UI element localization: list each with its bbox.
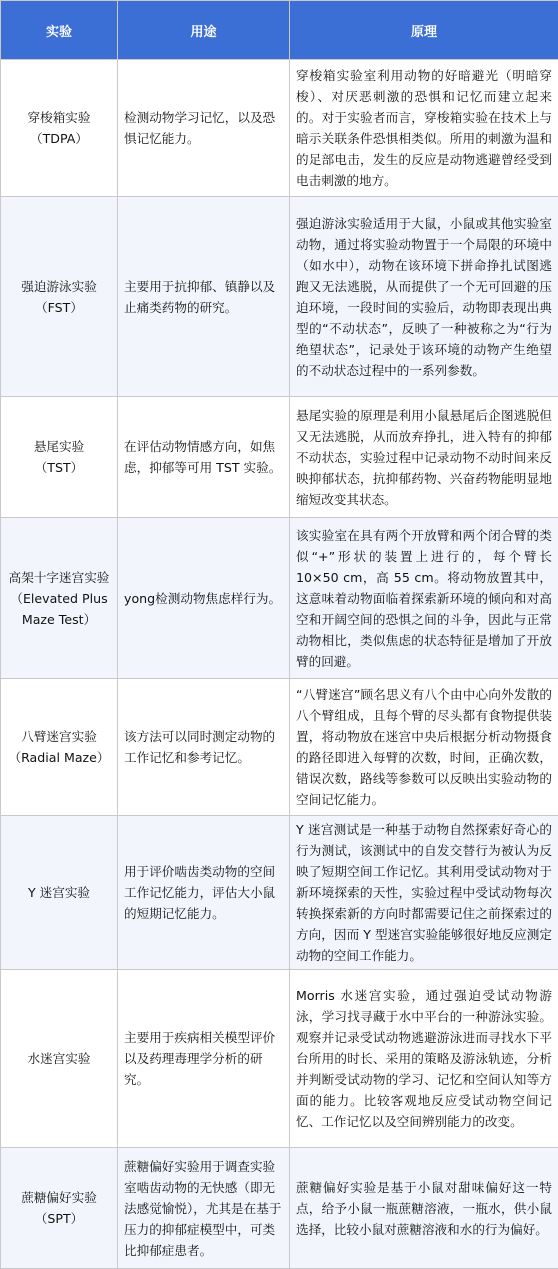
experiment-name-line1: 八臂迷宫实验	[7, 726, 111, 747]
experiment-name-line1: 穿梭箱实验	[7, 107, 111, 128]
experiment-principle: 该实验室在具有两个开放臂和两个闭合臂的类似“+”形状的装置上进行的，每个臂长 10×50 cm，高 55 cm。将动物放置其中，这意味着动物面临着探索新环境的倾向和对高空和开阔空间的恐惧之间的斗争，因此与正常动物相比，类似焦虑的状态特征是增加了开放臂的回避。	[290, 518, 558, 679]
experiment-principle: “八臂迷宫”顾名思义有八个由中心向外发散的八个臂组成，且每个臂的尽头都有食物提供装置，将动物放在迷宫中央后根据分析动物摄食的路径即进入每臂的次数，时间，正确次数，错误次数，路线等参数可以反映出实验动物的空间记忆能力。	[290, 679, 558, 816]
experiment-usage: 在评估动物情感方向，如焦虑，抑郁等可用 TST 实验。	[118, 397, 290, 518]
experiment-name	[1, 60, 118, 197]
table-row	[1, 1148, 558, 1269]
experiment-usage: 主要用于疾病相关模型评价以及药理毒理学分析的研究。	[118, 970, 290, 1148]
experiment-principle: 蔗糖偏好实验是基于小鼠对甜味偏好这一特点，给予小鼠一瓶蔗糖溶液，一瓶水，供小鼠选择，比较小鼠对蔗糖溶液和水的行为偏好。	[290, 1148, 558, 1269]
experiment-principle: 穿梭箱实验室利用动物的好暗避光（明暗穿梭）、对厌恶刺激的恐惧和记忆而建立起来的。对于实验者而言，穿梭箱实验在技术上与暗示关联条件恐惧相类似。所用的刺激为温和的足部电击，发生的反应是动物逃避曾经受到电击刺激的地方。	[290, 60, 558, 197]
experiment-name-line2: （TST）	[7, 457, 111, 478]
experiment-usage: 检测动物学习记忆，以及恐惧记忆能力。	[118, 60, 290, 197]
table-row	[1, 816, 558, 970]
table-row	[1, 679, 558, 816]
experiment-name	[1, 970, 118, 1148]
experiment-name-line1: 蔗糖偏好实验	[7, 1187, 111, 1208]
table-row	[1, 518, 558, 679]
experiment-name-line1: Y 迷宫实验	[7, 882, 111, 903]
experiment-name-line2: （SPT）	[7, 1208, 111, 1229]
experiment-name-line2: （Radial Maze）	[7, 747, 111, 768]
header-principle: 原理	[290, 1, 558, 60]
table-row	[1, 197, 558, 397]
experiment-usage: 蔗糖偏好实验用于调查实验室啮齿动物的无快感（即无法感觉愉悦），尤其是在基于压力的抑郁症模型中，可类比抑郁症患者。	[118, 1148, 290, 1269]
experiment-name	[1, 816, 118, 970]
experiment-principle: 强迫游泳实验适用于大鼠，小鼠或其他实验室动物，通过将实验动物置于一个局限的环境中（如水中），动物在该环境下拼命挣扎试图逃跑又无法逃脱，从而提供了一个无可回避的压迫环境，一段时间的实验后，动物即表现出典型的“不动状态”，反映了一种被称之为“行为绝望状态”，记录处于该环境的动物产生绝望的不动状态过程中的一系列参数。	[290, 197, 558, 397]
experiment-name	[1, 397, 118, 518]
experiment-name-line1: 强迫游泳实验	[7, 276, 111, 297]
table-row	[1, 397, 558, 518]
experiment-usage: 主要用于抗抑郁、镇静以及止痛类药物的研究。	[118, 197, 290, 397]
experiment-name-line2: （TDPA）	[7, 128, 111, 149]
experiment-usage: yong检测动物焦虑样行为。	[118, 518, 290, 679]
table-row	[1, 970, 558, 1148]
experiment-name-line1: 高架十字迷宫实验（Elevated Plus Maze Test）	[7, 567, 111, 630]
experiment-name	[1, 679, 118, 816]
experiment-principle: Morris 水迷宫实验，通过强迫受试动物游泳，学习找寻藏于水中平台的一种游泳实验。观察并记录受试动物逃避游泳进而寻找水下平台所用的时长、采用的策略及游泳轨迹，分析并判断受试动物的学习、记忆和空间认知等方面的能力。比较客观地反应受试动物空间记忆、工作记忆以及空间辨别能力的改变。	[290, 970, 558, 1148]
experiment-name-line1: 悬尾实验	[7, 436, 111, 457]
experiment-usage: 用于评价啮齿类动物的空间工作记忆能力，评估大小鼠的短期记忆能力。	[118, 816, 290, 970]
experiment-principle: 悬尾实验的原理是利用小鼠悬尾后企图逃脱但又无法逃脱，从而放弃挣扎，进入特有的抑郁不动状态，实验过程中记录动物不动时间来反映抑郁状态，抗抑郁药物、兴奋药物能明显地缩短改变其状态。	[290, 397, 558, 518]
experiment-name	[1, 197, 118, 397]
experiment-name	[1, 1148, 118, 1269]
table-header	[1, 1, 558, 60]
experiment-name-line2: （FST）	[7, 297, 111, 318]
experiment-principle: Y 迷宫测试是一种基于动物自然探索好奇心的行为测试，该测试中的自发交替行为被认为反映了短期空间工作记忆。其利用受试动物对于新环境探索的天性，实验过程中受试动物每次转换探索新的方向时都需要记住之前探索过的方向，因而 Y 型迷宫实验能够很好地反应测定动物的空间工作能力。	[290, 816, 558, 970]
table-row	[1, 60, 558, 197]
experiment-usage: 该方法可以同时测定动物的工作记忆和参考记忆。	[118, 679, 290, 816]
header-experiment: 实验	[1, 1, 118, 60]
experiment-name-line1: 水迷宫实验	[7, 1048, 111, 1069]
experiment-name	[1, 518, 118, 679]
header-usage: 用途	[118, 1, 290, 60]
